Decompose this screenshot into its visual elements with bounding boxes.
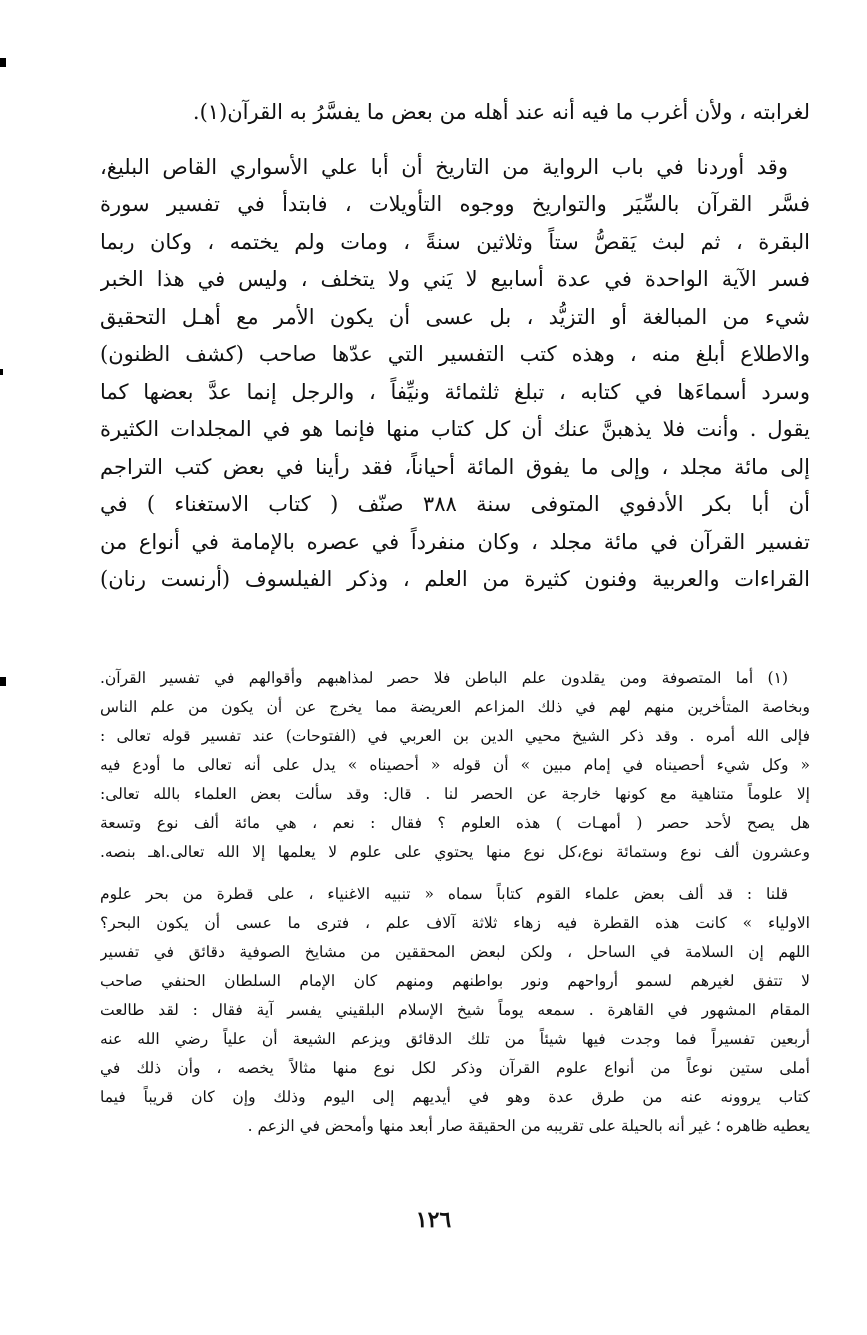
footnote-line: أربعين تفسيراً فما وجدت فيها شيئاً من تلك الدقائق ويزعم الشيعة أن علياً رضي الله عنه <box>100 1030 810 1048</box>
body-line: لغرابته ، ولأن أغرب ما فيه أنه عند أهله من بعض ما يفسَّرُ به القرآن(١). <box>192 100 810 124</box>
scan-edge-mark <box>0 58 6 67</box>
scan-edge-mark <box>0 369 3 375</box>
footnote-line: اللهم إن السلامة في الساحل ، ولكن لبعض المحققين من مشايخ الصوفية دقائق في تفسير <box>100 943 810 961</box>
body-line: والاطلاع أبلغ منه ، وهذه كتب التفسير التي عدّها صاحب (كشف الظنون) <box>100 342 810 366</box>
footnote-line: هل يصح لأحد حصر ( أمهـات ) هذه العلوم ؟ فقال : نعم ، هي مائة ألف نوع وتسعة <box>100 814 810 832</box>
scan-edge-mark <box>0 677 6 686</box>
footnote-line: فإلى الله أمره . وقد ذكر الشيخ محيي الدين بن العربي في (الفتوحات) عند تفسير قوله تعالى : <box>100 727 810 745</box>
footnote-line: إلا علوماً متناهية مع كونها خارجة عن الحصر لنا . قال: وقد سألت بعض العلماء بالله تعالى: <box>100 785 810 803</box>
footnote-line: المقام المشهور في القاهرة . سمعه يوماً شيخ الإسلام البلقيني يفسر آية فقال : لقد طالعت <box>100 1001 810 1019</box>
main-body-text <box>100 94 810 599</box>
body-line: يقول . وأنت فلا يذهبنَّ عنك أن كل كتاب منها فإنما هو في المجلدات الكثيرة <box>100 417 810 441</box>
body-line: فسر الآية الواحدة في عدة أسابيع لا يَني ولا يتخلف ، وليس في هذا الخبر <box>100 267 810 291</box>
footnote-line: لا تتفق لغيرهم لسمو أرواحهم ونور بواطنهم ومنهم كان الإمام السلطان الحنفي صاحب <box>100 972 810 990</box>
footnote-gap <box>100 867 810 880</box>
paragraph-gap <box>100 132 810 149</box>
body-line: وقد أوردنا في باب الرواية من التاريخ أن أبا علي الأسواري القاص البليغ، <box>100 154 788 179</box>
footnote-line: يعطيه ظاهره ؛ غير أنه بالحيلة على تقريبه من الحقيقة صار أبعد منها وأمحض في الزعم . <box>247 1117 810 1135</box>
body-line: إلى مائة مجلد ، وإلى ما يفوق المائة أحياناً، فقد رأينا في بعض كتب التراجم <box>100 454 810 479</box>
footnote-line: وعشرون ألف نوع وستمائة نوع،كل نوع منها يحتوي على علوم لا يعلمها إلا الله تعالى.اهـ بنصه. <box>100 843 810 861</box>
footnote-line: « وكل شيء أحصيناه في إمام مبين » أن قوله « أحصيناه » يدل على أنه تعالى ما أودع فيه <box>100 756 810 774</box>
footnote-line: (١) أما المتصوفة ومن يقلدون علم الباطن فلا حصر لمذاهبهم وأقوالهم في تفسير القرآن. <box>100 669 788 687</box>
body-line: البقرة ، ثم لبث يَقصُّ ستاً وثلاثين سنةً ، ومات ولم يختمه ، وكان ربما <box>100 229 810 254</box>
body-line: وسرد أسماءَها في كتابه ، تبلغ ثلثمائة ونيِّفاً ، والرجل إنما عدَّ بعضها كما <box>100 379 810 404</box>
footnote-line: الاولياء » كانت هذه القطرة فيه زهاء ثلاثة آلاف علم ، فترى ما عسى أن يكون البحر؟ <box>100 914 810 932</box>
footnote-line: قلنا : قد ألف بعض علماء القوم كتاباً سماه « تنبيه الاغنياء ، على قطرة من بحر علوم <box>100 885 788 903</box>
body-line: تفسير القرآن في مائة مجلد ، وكان منفرداً في عصره بالإمامة في أنواع من <box>100 529 810 554</box>
footnote-line: أملى ستين نوعاً من أنواع علوم القرآن وذكر لكل نوع منها مثالاً يخصه ، وأن ذلك في <box>100 1059 810 1077</box>
page-number: ١٢٦ <box>415 1207 452 1233</box>
footnote-line: وبخاصة المتأخرين منهم لهم في ذلك المزاعم العريضة مما يخرج عن أن يكون من علم الناس <box>100 698 810 716</box>
body-line: أن أبا بكر الأدفوي المتوفى سنة ٣٨٨ صنّف ( كتاب الاستغناء ) في <box>100 492 810 516</box>
footnote-line: كتاب يروونه عنه من طرق عدة وهو في أيديهم إلى اليوم وذلك وإن كان قريباً فيما <box>100 1088 810 1106</box>
footnotes <box>100 664 810 1141</box>
body-line: فسَّر القرآن بالسِّيَر والتواريخ ووجوه التأويلات ، فابتدأ في تفسير سورة <box>100 192 810 216</box>
body-line: القراءات والعربية وفنون كثيرة من العلم ، وذكر الفيلسوف (أرنست رنان) <box>100 567 810 591</box>
body-line: شيء من المبالغة أو التزيُّد ، بل عسى أن يكون الأمر مع أهـل التحقيق <box>100 304 810 329</box>
